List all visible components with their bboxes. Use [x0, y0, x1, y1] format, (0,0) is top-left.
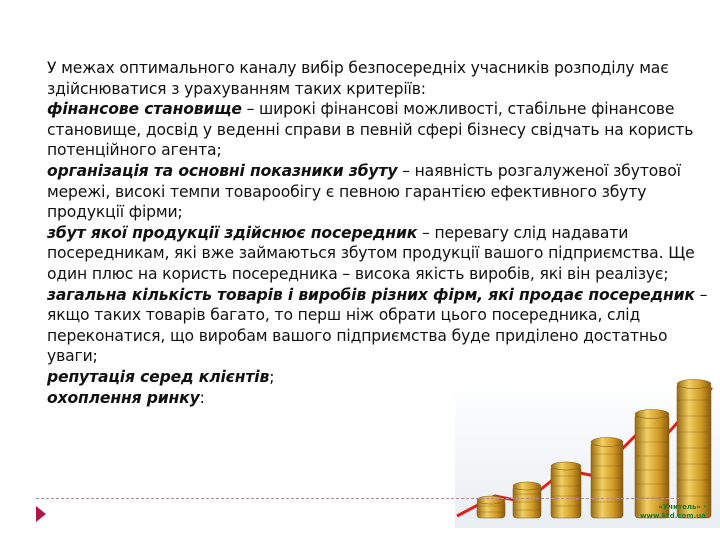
- coin-stack-1: [477, 496, 505, 518]
- image-watermark: «Учитель» · www.ktd.com.ua: [640, 503, 706, 520]
- coin-stack-5: [635, 410, 669, 519]
- footer-divider: [36, 498, 684, 499]
- slide-body-text: [47, 58, 715, 408]
- coin-stack-2: [513, 482, 541, 518]
- criterion-reputation-text: ;: [269, 367, 275, 386]
- coin-stack-3: [551, 462, 581, 518]
- criterion-sales-text: – наявність розгалуженої збутової мережі, високі темпи товарообігу є певною гарантією ефективного збуту продукції фірми;: [47, 161, 681, 222]
- intro-text: У межах оптимального каналу вибір безпосередніх учасників розподілу має здійснюватися з урахуванням таких критеріїв:: [47, 59, 669, 98]
- criterion-coverage-term: охоплення ринку: [47, 388, 200, 407]
- criterion-goods-count-text: – якщо таких товарів багато, то перш ніж обрати цього посередника, слід переконатися, що виробам вашого підприємства буде приділено достатньо уваги;: [47, 285, 708, 366]
- next-slide-arrow-icon[interactable]: [36, 506, 46, 522]
- criterion-sales-term: організація та основні показники збуту: [47, 161, 398, 180]
- criterion-products-term: збут якої продукції здійснює посередник: [47, 223, 418, 242]
- criterion-financial-term: фінансове становище: [47, 100, 242, 119]
- criterion-financial-text: – широкі фінансові можливості, стабільне фінансове становище, досвід у веденні справи в певній сфері бізнесу свідчать на користь потенційного агента;: [47, 100, 694, 160]
- criterion-coverage-text: :: [199, 388, 205, 407]
- criterion-products-text: – перевагу слід надавати посередникам, які вже займаються збутом продукції вашого підприємства. Ще один плюс на користь посередника – висока якість виробів, які він реалізує;: [47, 223, 695, 283]
- criterion-goods-count-term: загальна кількість товарів і виробів різних фірм, які продає посередник: [47, 285, 695, 304]
- criterion-reputation-term: репутація серед клієнтів: [47, 367, 270, 386]
